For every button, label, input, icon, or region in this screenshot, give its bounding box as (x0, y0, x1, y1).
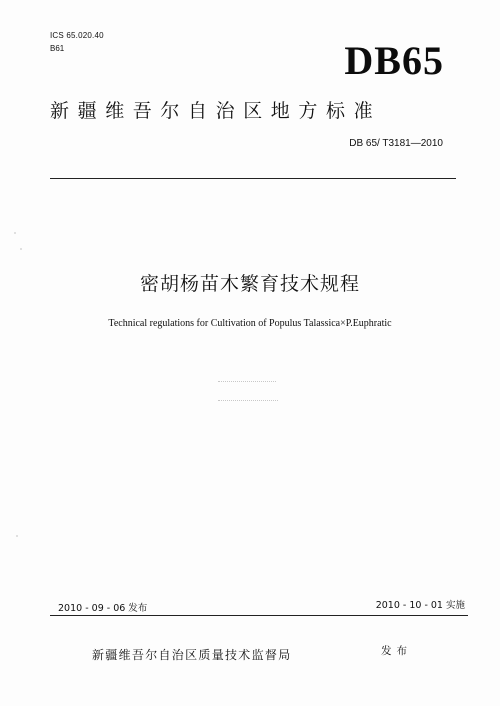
title-english: Technical regulations for Cultivation of Populus Talassica×P.Euphratic (108, 318, 392, 329)
ccs-code: B61 (50, 44, 65, 53)
scan-speck (16, 535, 18, 537)
implementation-date: 2010 - 10 - 01 实施 (375, 600, 465, 611)
date-rule (50, 615, 468, 616)
faint-placeholder-line (218, 400, 278, 401)
faint-placeholder-line (218, 381, 276, 382)
issuing-authority: 新疆维吾尔自治区质量技术监督局 (92, 648, 292, 662)
issue-word: 发布 (381, 645, 412, 657)
title-chinese: 密胡杨苗木繁育技术规程 (139, 273, 360, 295)
scan-speck (20, 248, 22, 250)
standard-number: DB 65/ T3181—2010 (349, 138, 443, 149)
scan-speck (14, 232, 16, 234)
standard-mark: DB65 (344, 38, 444, 83)
ics-code: ICS 65.020.40 (50, 31, 104, 40)
issue-date: 2010 - 09 - 06 发布 (58, 603, 148, 614)
standard-type-heading: 新疆维吾尔自治区地方标准 (50, 100, 382, 122)
header-rule (50, 178, 456, 179)
